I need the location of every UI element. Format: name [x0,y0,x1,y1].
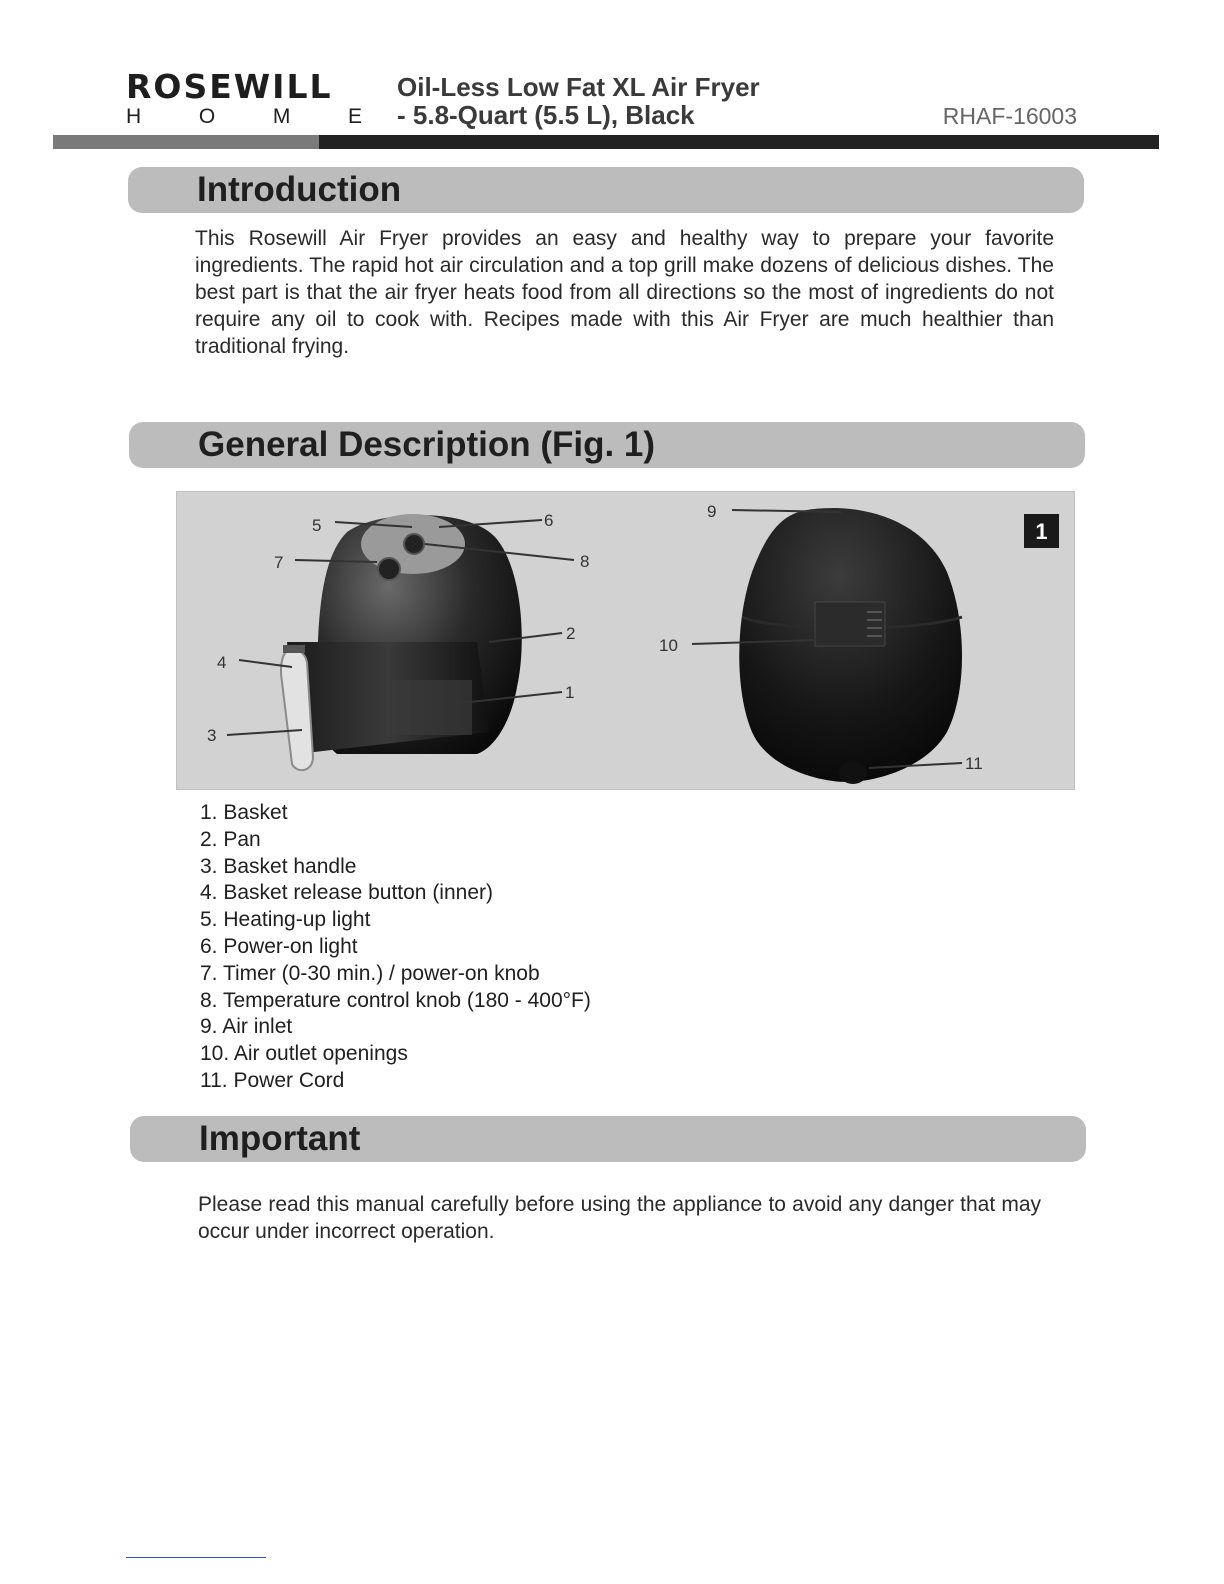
logo-sub-letter: H [126,105,142,128]
parts-list-item: 1. Basket [200,801,288,824]
product-title [397,73,760,129]
basket-handle [281,649,313,770]
parts-list-item: 6. Power-on light [200,934,358,958]
model-number: RHAF-16003 [942,103,1077,129]
fryer-basket [392,680,472,735]
footer-rule [126,1557,266,1558]
timer-knob [378,558,400,580]
callout-9: 9 [707,502,717,521]
parts-list-item: 9. Air inlet [200,1015,293,1039]
air-outlet-openings [815,602,885,646]
parts-list-item: 8. Temperature control knob (180 - 400°F) [200,988,591,1012]
logo-brand-text: ROSEWILL [126,67,333,106]
logo-sub-letter: M [272,105,291,128]
callout-2: 2 [566,624,576,643]
callout-10: 10 [659,636,678,655]
parts-list-item: 5. Heating-up light [200,908,371,932]
logo-sub-letter: E [347,105,362,128]
basket-release-button [283,645,305,653]
callout-1: 1 [565,683,575,702]
important-paragraph: Please read this manual carefully before using the appliance to avoid any danger that may occur under incorrect operation. [198,1193,1041,1243]
section-header-general-description: General Description (Fig. 1) [129,422,1085,468]
parts-list-item: 4. Basket release button (inner) [200,881,493,905]
parts-list-item: 2. Pan [200,827,261,851]
parts-list-item: 7. Timer (0-30 min.) / power-on knob [200,961,540,985]
figure-number-badge-text: 1 [1035,519,1048,544]
callout-7: 7 [274,553,284,572]
figure-1-svg [177,492,1076,791]
callout-3: 3 [207,726,217,745]
parts-list-item: 11. Power Cord [200,1068,345,1092]
header-bar-dark-segment [319,135,1159,149]
callout-6: 6 [544,511,554,530]
callout-11: 11 [965,754,983,773]
parts-list-item: 3. Basket handle [200,854,357,878]
product-title-line1: Oil-Less Low Fat XL Air Fryer [397,72,760,102]
callout-5: 5 [312,516,322,535]
figure-1-air-fryer-diagram [176,491,1075,790]
brand-logo [126,67,366,128]
section-header-introduction: Introduction [128,167,1084,213]
introduction-paragraph: This Rosewill Air Fryer provides an easy and healthy way to prepare your favorite ingredients. The rapid hot air circulation and a top grill make dozens of delicious dishes. The best part is that the air fryer heats food from all directions so the most of ingredients do not require any oil to cook with. Recipes made with this Air Fryer are much healthier than traditional frying. [195,227,1054,358]
header-divider-bar [53,135,1159,149]
logo-sub-letter: O [198,105,216,128]
callout-8: 8 [580,552,590,571]
air-fryer-front-view [281,514,522,770]
parts-list [200,800,591,1095]
power-cord-outlet [839,762,867,784]
product-title-line2: - 5.8-Quart (5.5 L), Black [397,100,695,130]
section-header-important: Important [130,1116,1086,1162]
temperature-knob [404,534,424,554]
callout-4: 4 [217,653,227,672]
logo-sub-text [126,106,362,128]
header-bar-gray-segment [53,135,319,149]
parts-list-item: 10. Air outlet openings [200,1042,408,1066]
air-fryer-back-view [739,508,962,784]
